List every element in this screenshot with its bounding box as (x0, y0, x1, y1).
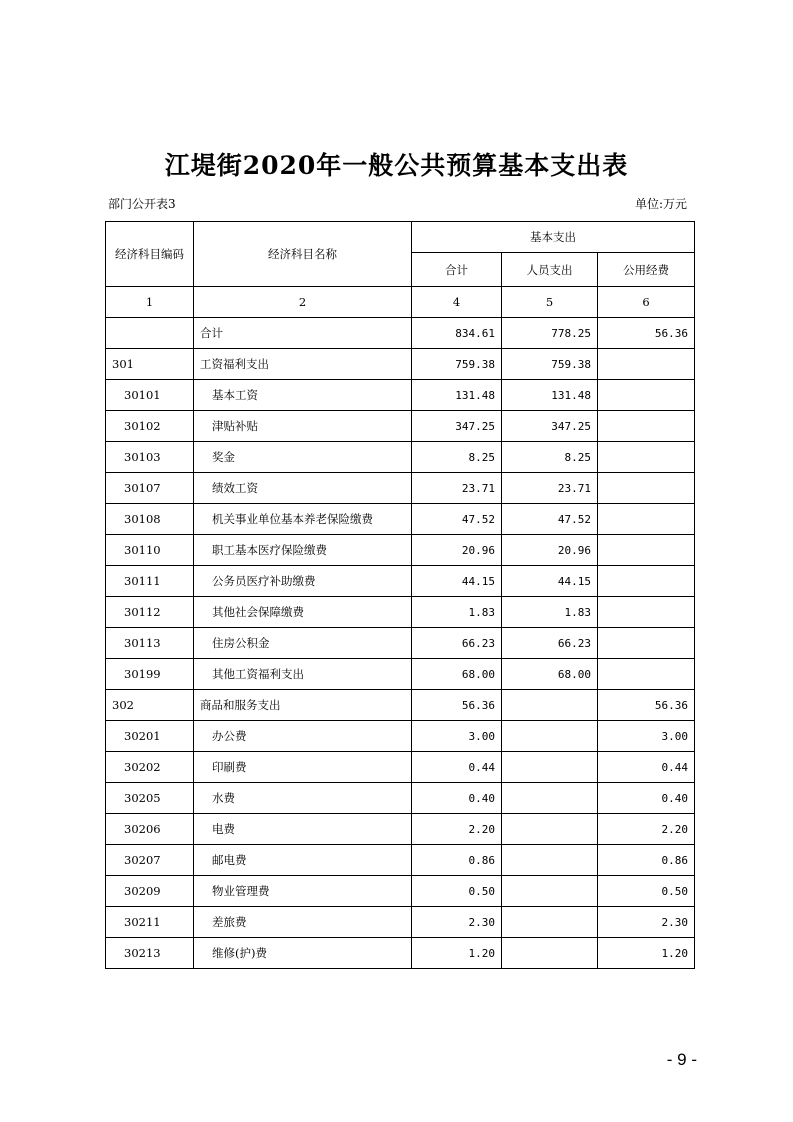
row-name: 商品和服务支出 (194, 690, 412, 721)
table-row (106, 473, 695, 504)
row-code: 30102 (106, 411, 194, 442)
row-total: 2.30 (412, 907, 502, 938)
row-public (598, 411, 695, 442)
row-personnel (502, 938, 598, 969)
row-code: 302 (106, 690, 194, 721)
row-public: 56.36 (598, 690, 695, 721)
row-public (598, 349, 695, 380)
row-code: 30199 (106, 659, 194, 690)
index-cell: 5 (502, 287, 598, 318)
row-code: 30111 (106, 566, 194, 597)
table-row (106, 597, 695, 628)
header-group: 基本支出 (412, 222, 695, 253)
row-code: 301 (106, 349, 194, 380)
table-row (106, 659, 695, 690)
row-code: 30103 (106, 442, 194, 473)
row-name: 物业管理费 (194, 876, 412, 907)
row-total: 20.96 (412, 535, 502, 566)
row-name: 办公费 (194, 721, 412, 752)
row-total: 1.20 (412, 938, 502, 969)
row-name: 合计 (194, 318, 412, 349)
row-public (598, 442, 695, 473)
row-public (598, 659, 695, 690)
row-total: 23.71 (412, 473, 502, 504)
row-total: 0.44 (412, 752, 502, 783)
form-label: 部门公开表3 (108, 197, 176, 211)
row-code: 30205 (106, 783, 194, 814)
table-row (106, 690, 695, 721)
table-row (106, 380, 695, 411)
index-cell: 4 (412, 287, 502, 318)
document-title: 江堤街2020年一般公共预算基本支出表 (164, 151, 629, 180)
index-cell: 2 (194, 287, 412, 318)
row-personnel: 23.71 (502, 473, 598, 504)
row-code: 30107 (106, 473, 194, 504)
index-cell: 1 (106, 287, 194, 318)
row-personnel: 47.52 (502, 504, 598, 535)
table-row (106, 504, 695, 535)
row-public: 2.20 (598, 814, 695, 845)
table-row (106, 721, 695, 752)
row-total: 834.61 (412, 318, 502, 349)
row-public: 56.36 (598, 318, 695, 349)
row-personnel: 131.48 (502, 380, 598, 411)
header-total: 合计 (412, 253, 502, 287)
row-code: 30112 (106, 597, 194, 628)
row-code: 30201 (106, 721, 194, 752)
row-name: 绩效工资 (194, 473, 412, 504)
row-personnel: 8.25 (502, 442, 598, 473)
unit-label: 单位:万元 (634, 197, 687, 211)
row-name: 其他社会保障缴费 (194, 597, 412, 628)
row-name: 电费 (194, 814, 412, 845)
row-public: 2.30 (598, 907, 695, 938)
row-personnel (502, 876, 598, 907)
row-total: 347.25 (412, 411, 502, 442)
header-name: 经济科目名称 (194, 222, 412, 287)
row-name: 印刷费 (194, 752, 412, 783)
row-code: 30211 (106, 907, 194, 938)
row-public: 3.00 (598, 721, 695, 752)
row-total: 2.20 (412, 814, 502, 845)
row-public: 0.44 (598, 752, 695, 783)
row-code: 30108 (106, 504, 194, 535)
table-row (106, 814, 695, 845)
index-row (106, 287, 695, 318)
row-public (598, 504, 695, 535)
row-personnel (502, 814, 598, 845)
row-name: 公务员医疗补助缴费 (194, 566, 412, 597)
row-total: 0.50 (412, 876, 502, 907)
row-total: 68.00 (412, 659, 502, 690)
row-public: 0.40 (598, 783, 695, 814)
row-personnel: 68.00 (502, 659, 598, 690)
row-name: 住房公积金 (194, 628, 412, 659)
row-code: 30202 (106, 752, 194, 783)
header-code: 经济科目编码 (106, 222, 194, 287)
row-code: 30113 (106, 628, 194, 659)
table-row (106, 318, 695, 349)
row-personnel: 347.25 (502, 411, 598, 442)
row-public (598, 628, 695, 659)
row-code: 30207 (106, 845, 194, 876)
table-row (106, 845, 695, 876)
row-total: 0.86 (412, 845, 502, 876)
row-public (598, 597, 695, 628)
row-name: 维修(护)费 (194, 938, 412, 969)
table-row (106, 752, 695, 783)
table-body (106, 318, 695, 969)
row-public: 0.50 (598, 876, 695, 907)
row-code: 30213 (106, 938, 194, 969)
row-personnel (502, 690, 598, 721)
row-personnel: 66.23 (502, 628, 598, 659)
row-personnel (502, 721, 598, 752)
table-row (106, 349, 695, 380)
row-total: 759.38 (412, 349, 502, 380)
row-total: 1.83 (412, 597, 502, 628)
row-total: 44.15 (412, 566, 502, 597)
row-total: 56.36 (412, 690, 502, 721)
row-total: 0.40 (412, 783, 502, 814)
row-public (598, 566, 695, 597)
budget-table (105, 221, 695, 969)
row-total: 47.52 (412, 504, 502, 535)
row-name: 机关事业单位基本养老保险缴费 (194, 504, 412, 535)
table-row (106, 442, 695, 473)
row-public: 1.20 (598, 938, 695, 969)
row-name: 其他工资福利支出 (194, 659, 412, 690)
index-cell: 6 (598, 287, 695, 318)
row-total: 8.25 (412, 442, 502, 473)
row-code (106, 318, 194, 349)
table-row (106, 876, 695, 907)
row-personnel (502, 845, 598, 876)
row-public (598, 535, 695, 566)
row-public: 0.86 (598, 845, 695, 876)
row-personnel: 20.96 (502, 535, 598, 566)
row-code: 30206 (106, 814, 194, 845)
row-total: 66.23 (412, 628, 502, 659)
row-name: 津贴补贴 (194, 411, 412, 442)
row-code: 30101 (106, 380, 194, 411)
row-public (598, 380, 695, 411)
row-public (598, 473, 695, 504)
table-row (106, 938, 695, 969)
page-number: - 9 - (666, 1050, 697, 1069)
header-personnel: 人员支出 (502, 253, 598, 287)
row-total: 131.48 (412, 380, 502, 411)
row-personnel: 44.15 (502, 566, 598, 597)
row-name: 职工基本医疗保险缴费 (194, 535, 412, 566)
row-name: 邮电费 (194, 845, 412, 876)
header-public: 公用经费 (598, 253, 695, 287)
table-row (106, 783, 695, 814)
row-total: 3.00 (412, 721, 502, 752)
row-personnel (502, 783, 598, 814)
table-row (106, 411, 695, 442)
row-code: 30110 (106, 535, 194, 566)
row-personnel (502, 907, 598, 938)
table-row (106, 566, 695, 597)
table-row (106, 535, 695, 566)
row-name: 工资福利支出 (194, 349, 412, 380)
row-personnel: 1.83 (502, 597, 598, 628)
row-personnel: 759.38 (502, 349, 598, 380)
row-name: 基本工资 (194, 380, 412, 411)
header-row (106, 222, 695, 253)
row-name: 差旅费 (194, 907, 412, 938)
row-code: 30209 (106, 876, 194, 907)
table-row (106, 907, 695, 938)
row-personnel (502, 752, 598, 783)
row-name: 奖金 (194, 442, 412, 473)
row-personnel: 778.25 (502, 318, 598, 349)
row-name: 水费 (194, 783, 412, 814)
table-row (106, 628, 695, 659)
